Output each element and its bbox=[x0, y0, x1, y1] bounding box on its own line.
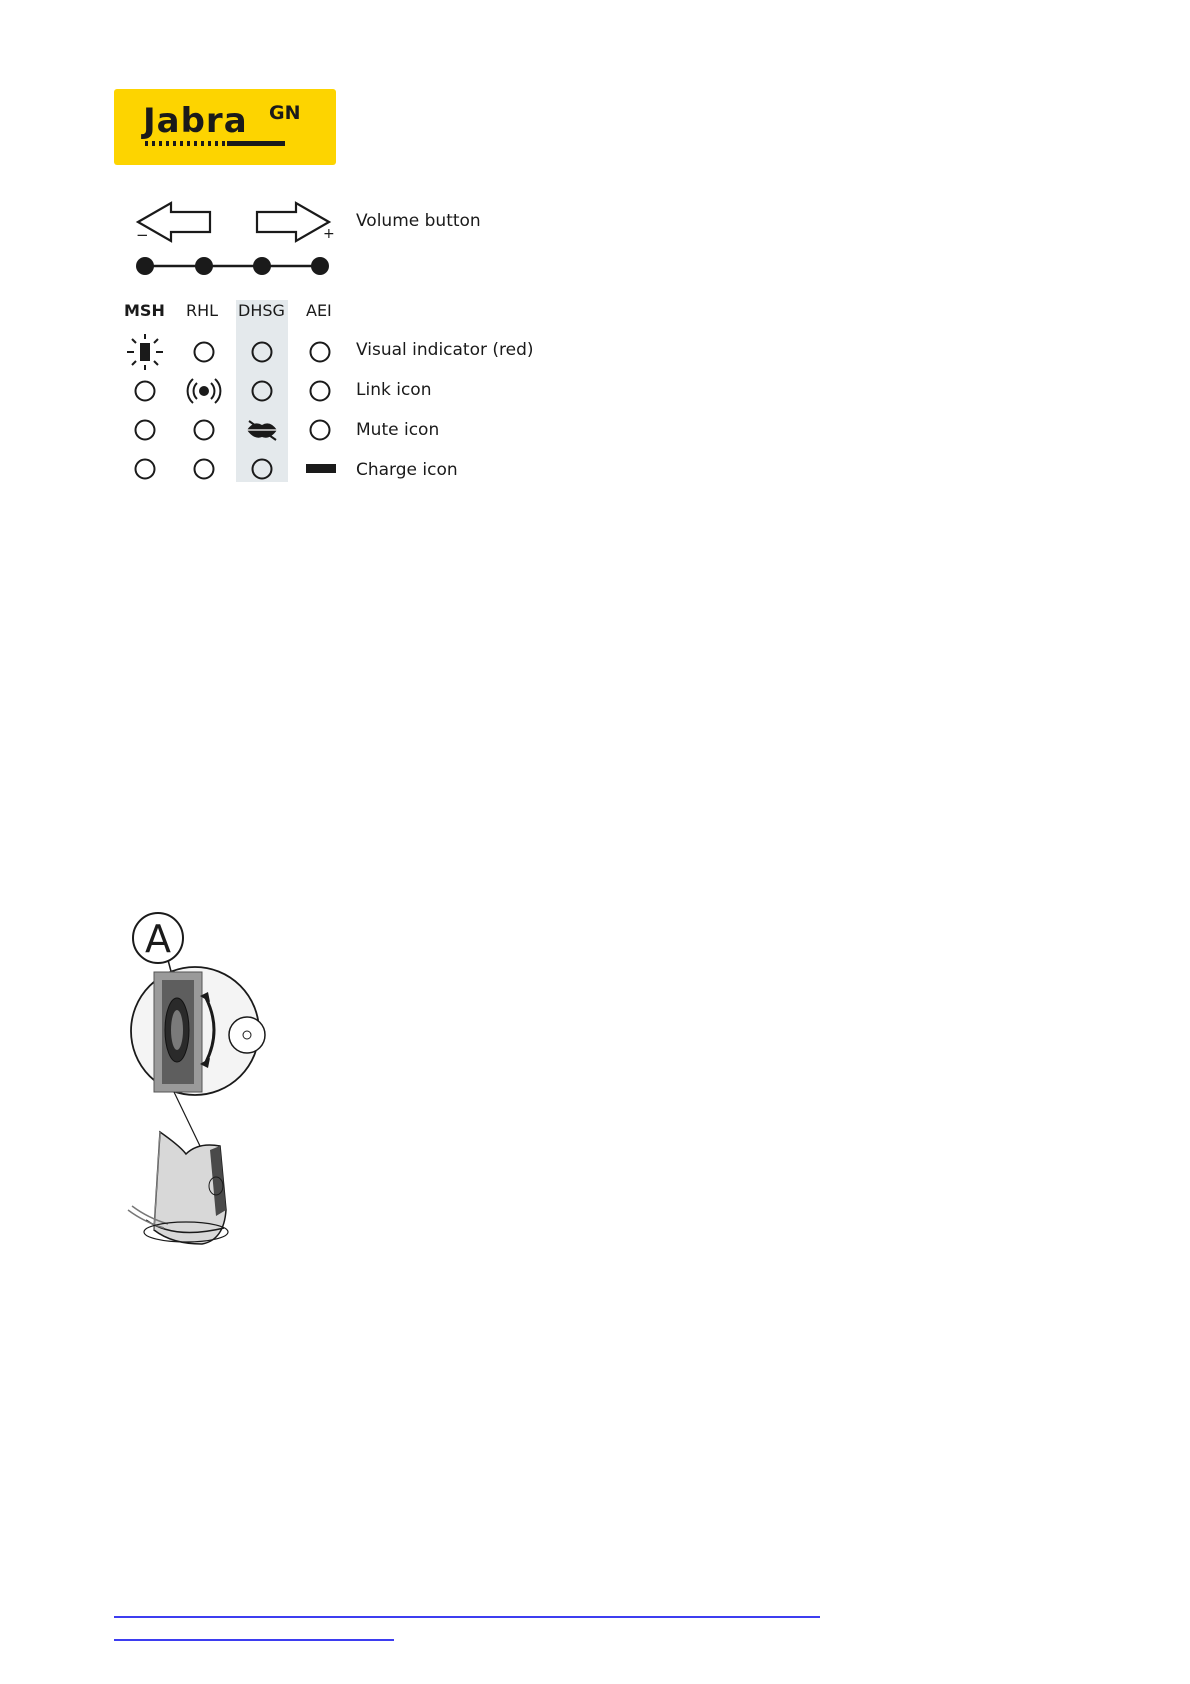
off-indicator bbox=[136, 460, 155, 479]
off-indicator bbox=[195, 421, 214, 440]
off-indicator bbox=[195, 343, 214, 362]
off-indicator bbox=[136, 421, 155, 440]
logo-word: Jabra bbox=[143, 101, 248, 141]
switch-position-aei bbox=[311, 257, 329, 275]
column-header-rhl: RHL bbox=[186, 301, 219, 320]
callout-letter: A bbox=[145, 917, 171, 961]
switch-label-disc bbox=[229, 1017, 265, 1053]
switch-position-dhsg bbox=[253, 257, 271, 275]
logo-gn-mark: GN bbox=[269, 102, 301, 124]
row-label-charge-icon: Charge icon bbox=[356, 460, 458, 480]
off-indicator bbox=[311, 343, 330, 362]
dhsg-column-highlight bbox=[236, 300, 288, 482]
switch-position-rhl bbox=[195, 257, 213, 275]
link-icon bbox=[188, 379, 221, 403]
footer-link-underline[interactable] bbox=[114, 1616, 820, 1618]
volume-down-arrow-icon bbox=[138, 203, 210, 241]
volume-button-label: Volume button bbox=[356, 211, 481, 231]
footer-link-underline[interactable] bbox=[114, 1639, 394, 1641]
volume-up-arrow-icon bbox=[257, 203, 329, 241]
row-label-mute-icon: Mute icon bbox=[356, 420, 440, 440]
charge-icon bbox=[306, 464, 336, 473]
off-indicator bbox=[311, 382, 330, 401]
off-indicator bbox=[311, 421, 330, 440]
off-indicator bbox=[195, 460, 214, 479]
column-header-msh: MSH bbox=[124, 301, 165, 320]
base-station-illustration bbox=[114, 910, 284, 1245]
off-indicator bbox=[136, 382, 155, 401]
column-header-dhsg: DHSG bbox=[238, 301, 285, 320]
volume-minus-sign: − bbox=[136, 226, 149, 244]
blinking-indicator-icon bbox=[127, 334, 163, 370]
column-header-aei: AEI bbox=[306, 301, 332, 320]
row-label-link-icon: Link icon bbox=[356, 380, 432, 400]
switch-position-msh bbox=[136, 257, 154, 275]
volume-plus-sign: + bbox=[323, 226, 335, 242]
row-label-visual-indicator: Visual indicator (red) bbox=[356, 340, 534, 360]
